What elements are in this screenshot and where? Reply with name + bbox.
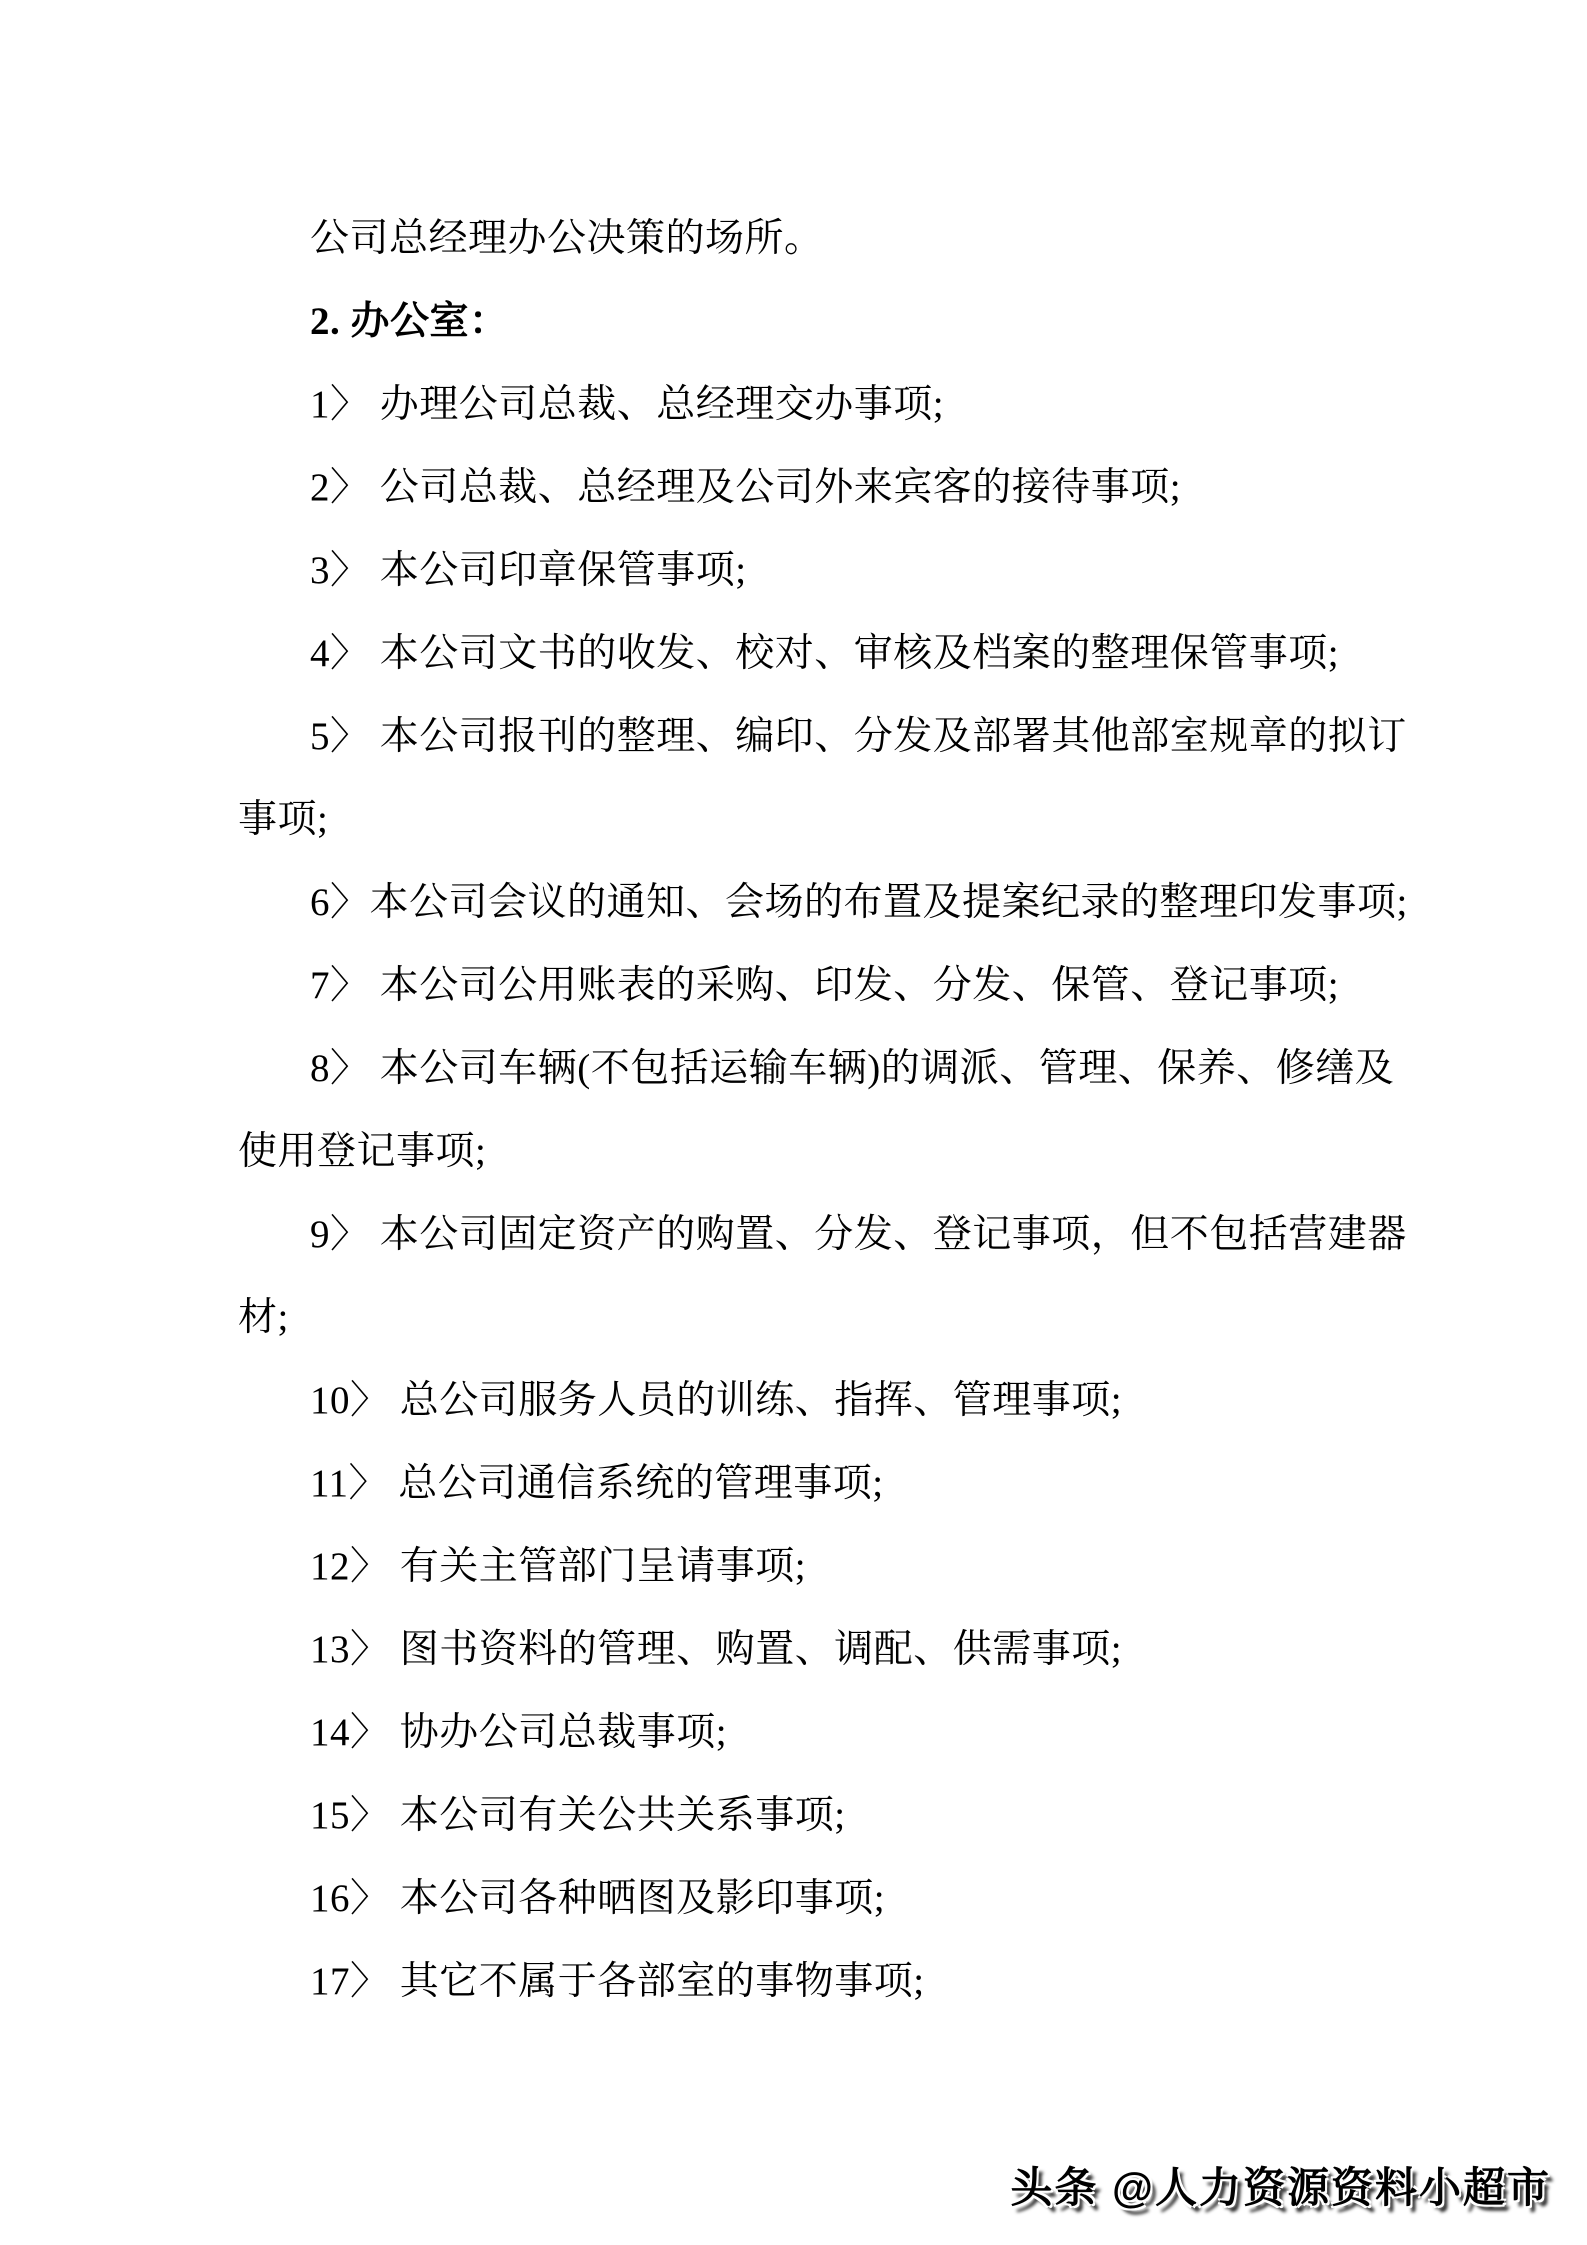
- text-line: 公司总经理办公决策的场所。: [310, 217, 824, 260]
- text-line: 7〉 本公司公用账表的采购、印发、分发、保管、登记事项;: [310, 964, 1340, 1007]
- text-line: 16〉 本公司各种晒图及影印事项;: [310, 1877, 886, 1920]
- section-heading: 2. 办公室：: [310, 300, 509, 343]
- text-line: 2〉 公司总裁、总经理及公司外来宾客的接待事项;: [310, 466, 1182, 509]
- text-line: 17〉 其它不属于各部室的事物事项;: [310, 1960, 925, 2003]
- text-line: 12〉 有关主管部门呈请事项;: [310, 1545, 807, 1588]
- text-line: 15〉 本公司有关公共关系事项;: [310, 1794, 846, 1837]
- text-line: 14〉 协办公司总裁事项;: [310, 1711, 728, 1754]
- text-line: 6〉本公司会议的通知、会场的布置及提案纪录的整理印发事项;: [310, 881, 1408, 924]
- text-line: 使用登记事项;: [238, 1130, 487, 1173]
- text-line: 4〉 本公司文书的收发、校对、审核及档案的整理保管事项;: [310, 632, 1340, 675]
- text-line: 3〉 本公司印章保管事项;: [310, 549, 747, 592]
- watermark: 头条 @人力资源资料小超市: [1010, 2164, 1551, 2211]
- text-line: 13〉 图书资料的管理、购置、调配、供需事项;: [310, 1628, 1123, 1671]
- text-line: 11〉 总公司通信系统的管理事项;: [310, 1462, 884, 1505]
- document-body: [238, 197, 1418, 2023]
- text-line: 8〉 本公司车辆(不包括运输车辆)的调派、管理、保养、修缮及: [310, 1047, 1395, 1090]
- text-line: 5〉 本公司报刊的整理、编印、分发及部署其他部室规章的拟订: [310, 715, 1407, 758]
- text-line: 10〉 总公司服务人员的训练、指挥、管理事项;: [310, 1379, 1123, 1422]
- text-line: 1〉 办理公司总裁、总经理交办事项;: [310, 383, 945, 426]
- text-line: 9〉 本公司固定资产的购置、分发、登记事项，但不包括营建器: [310, 1213, 1407, 1256]
- text-line: 材;: [238, 1296, 289, 1339]
- text-line: 事项;: [238, 798, 329, 841]
